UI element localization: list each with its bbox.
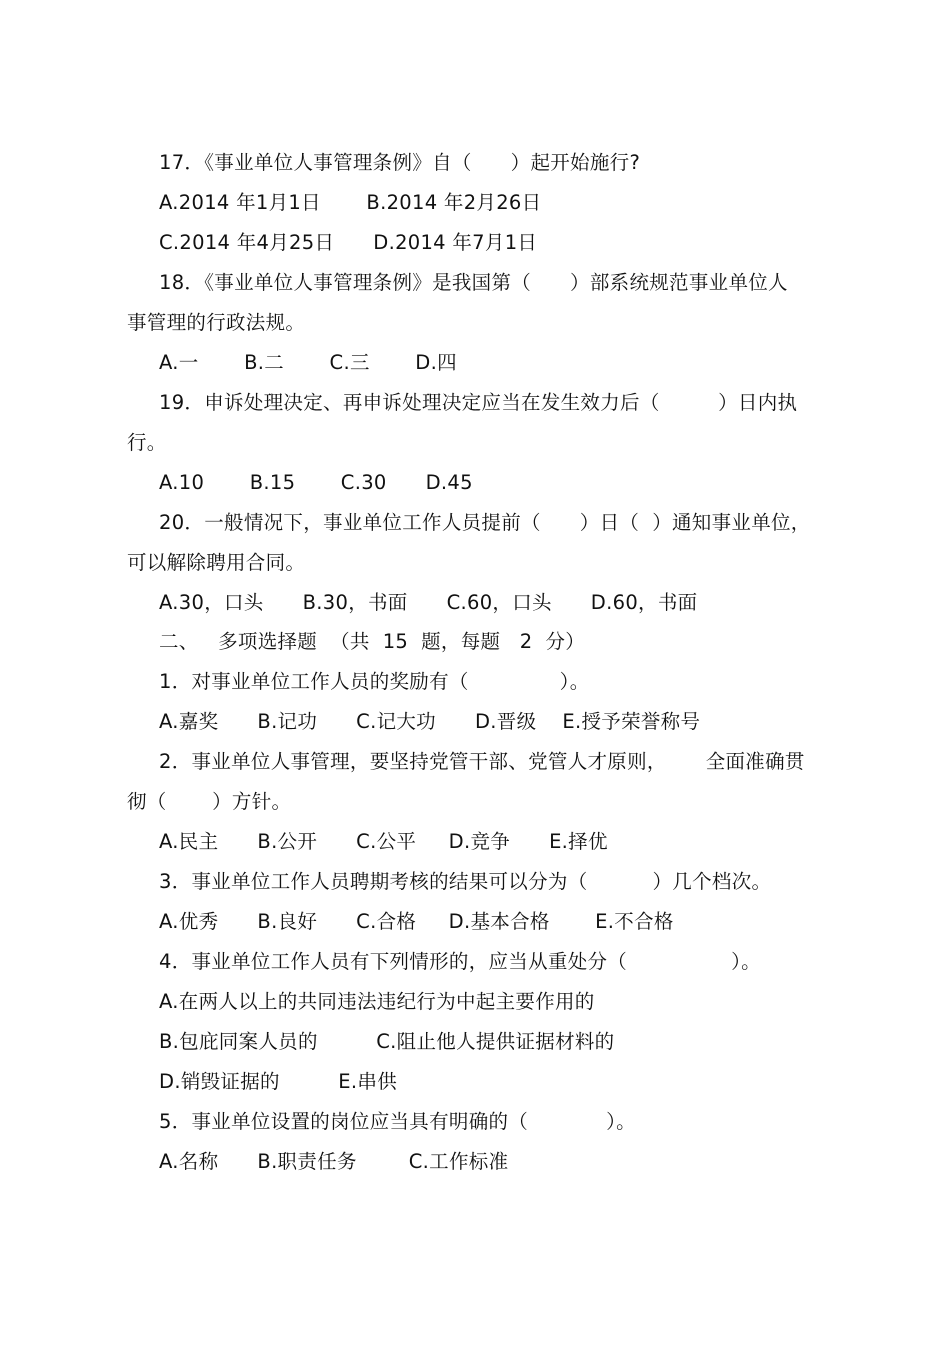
multi-question-1: 1．对事业单位工作人员的奖励有（ ）。 <box>159 670 590 693</box>
question-17: 17．《事业单位人事管理条例》自（ ）起开始施行? <box>159 151 641 174</box>
question-20-cont: 可以解除聘用合同。 <box>127 551 306 574</box>
mq4-option-a: A.在两人以上的共同违法违纪行为中起主要作用的 <box>159 990 595 1013</box>
mq2-options: A.民主 B.公开 C.公平 D.竞争 E.择优 <box>159 830 608 853</box>
multi-question-2: 2．事业单位人事管理，要坚持党管干部、党管人才原则， 全面准确贯 <box>159 750 805 773</box>
mq1-options: A.嘉奖 B.记功 C.记大功 D.晋级 E.授予荣誉称号 <box>159 710 701 733</box>
question-20: 20．一般情况下，事业单位工作人员提前（ ）日（ ）通知事业单位， <box>159 511 811 534</box>
question-19-cont: 行。 <box>127 431 167 454</box>
mq5-options: A.名称 B.职责任务 C.工作标准 <box>159 1150 509 1173</box>
question-18: 18．《事业单位人事管理条例》是我国第（ ）部系统规范事业单位人 <box>159 271 788 294</box>
mq4-options-bc: B.包庇同案人员的 C.阻止他人提供证据材料的 <box>159 1030 615 1053</box>
q17-options-ab: A.2014 年1月1日 B.2014 年2月26日 <box>159 191 542 214</box>
question-19: 19．申诉处理决定、再申诉处理决定应当在发生效力后（ ）日内执 <box>159 391 798 414</box>
multi-question-2-cont: 彻（ ）方针。 <box>127 790 292 813</box>
multi-question-4: 4．事业单位工作人员有下列情形的，应当从重处分（ ）。 <box>159 950 761 973</box>
q19-options: A.10 B.15 C.30 D.45 <box>159 471 473 494</box>
mq3-options: A.优秀 B.良好 C.合格 D.基本合格 E.不合格 <box>159 910 674 933</box>
section-heading-multi: 二、 多项选择题 （共 15 题，每题 2 分） <box>159 630 586 653</box>
question-18-cont: 事管理的行政法规。 <box>127 311 306 334</box>
q17-options-cd: C.2014 年4月25日 D.2014 年7月1日 <box>159 231 538 254</box>
q18-options: A.一 B.二 C.三 D.四 <box>159 351 457 374</box>
multi-question-3: 3．事业单位工作人员聘期考核的结果可以分为（ ）几个档次。 <box>159 870 772 893</box>
q20-options: A.30，口头 B.30，书面 C.60，口头 D.60，书面 <box>159 591 698 614</box>
mq4-options-de: D.销毁证据的 E.串供 <box>159 1070 398 1093</box>
multi-question-5: 5．事业单位设置的岗位应当具有明确的（ ）。 <box>159 1110 636 1133</box>
